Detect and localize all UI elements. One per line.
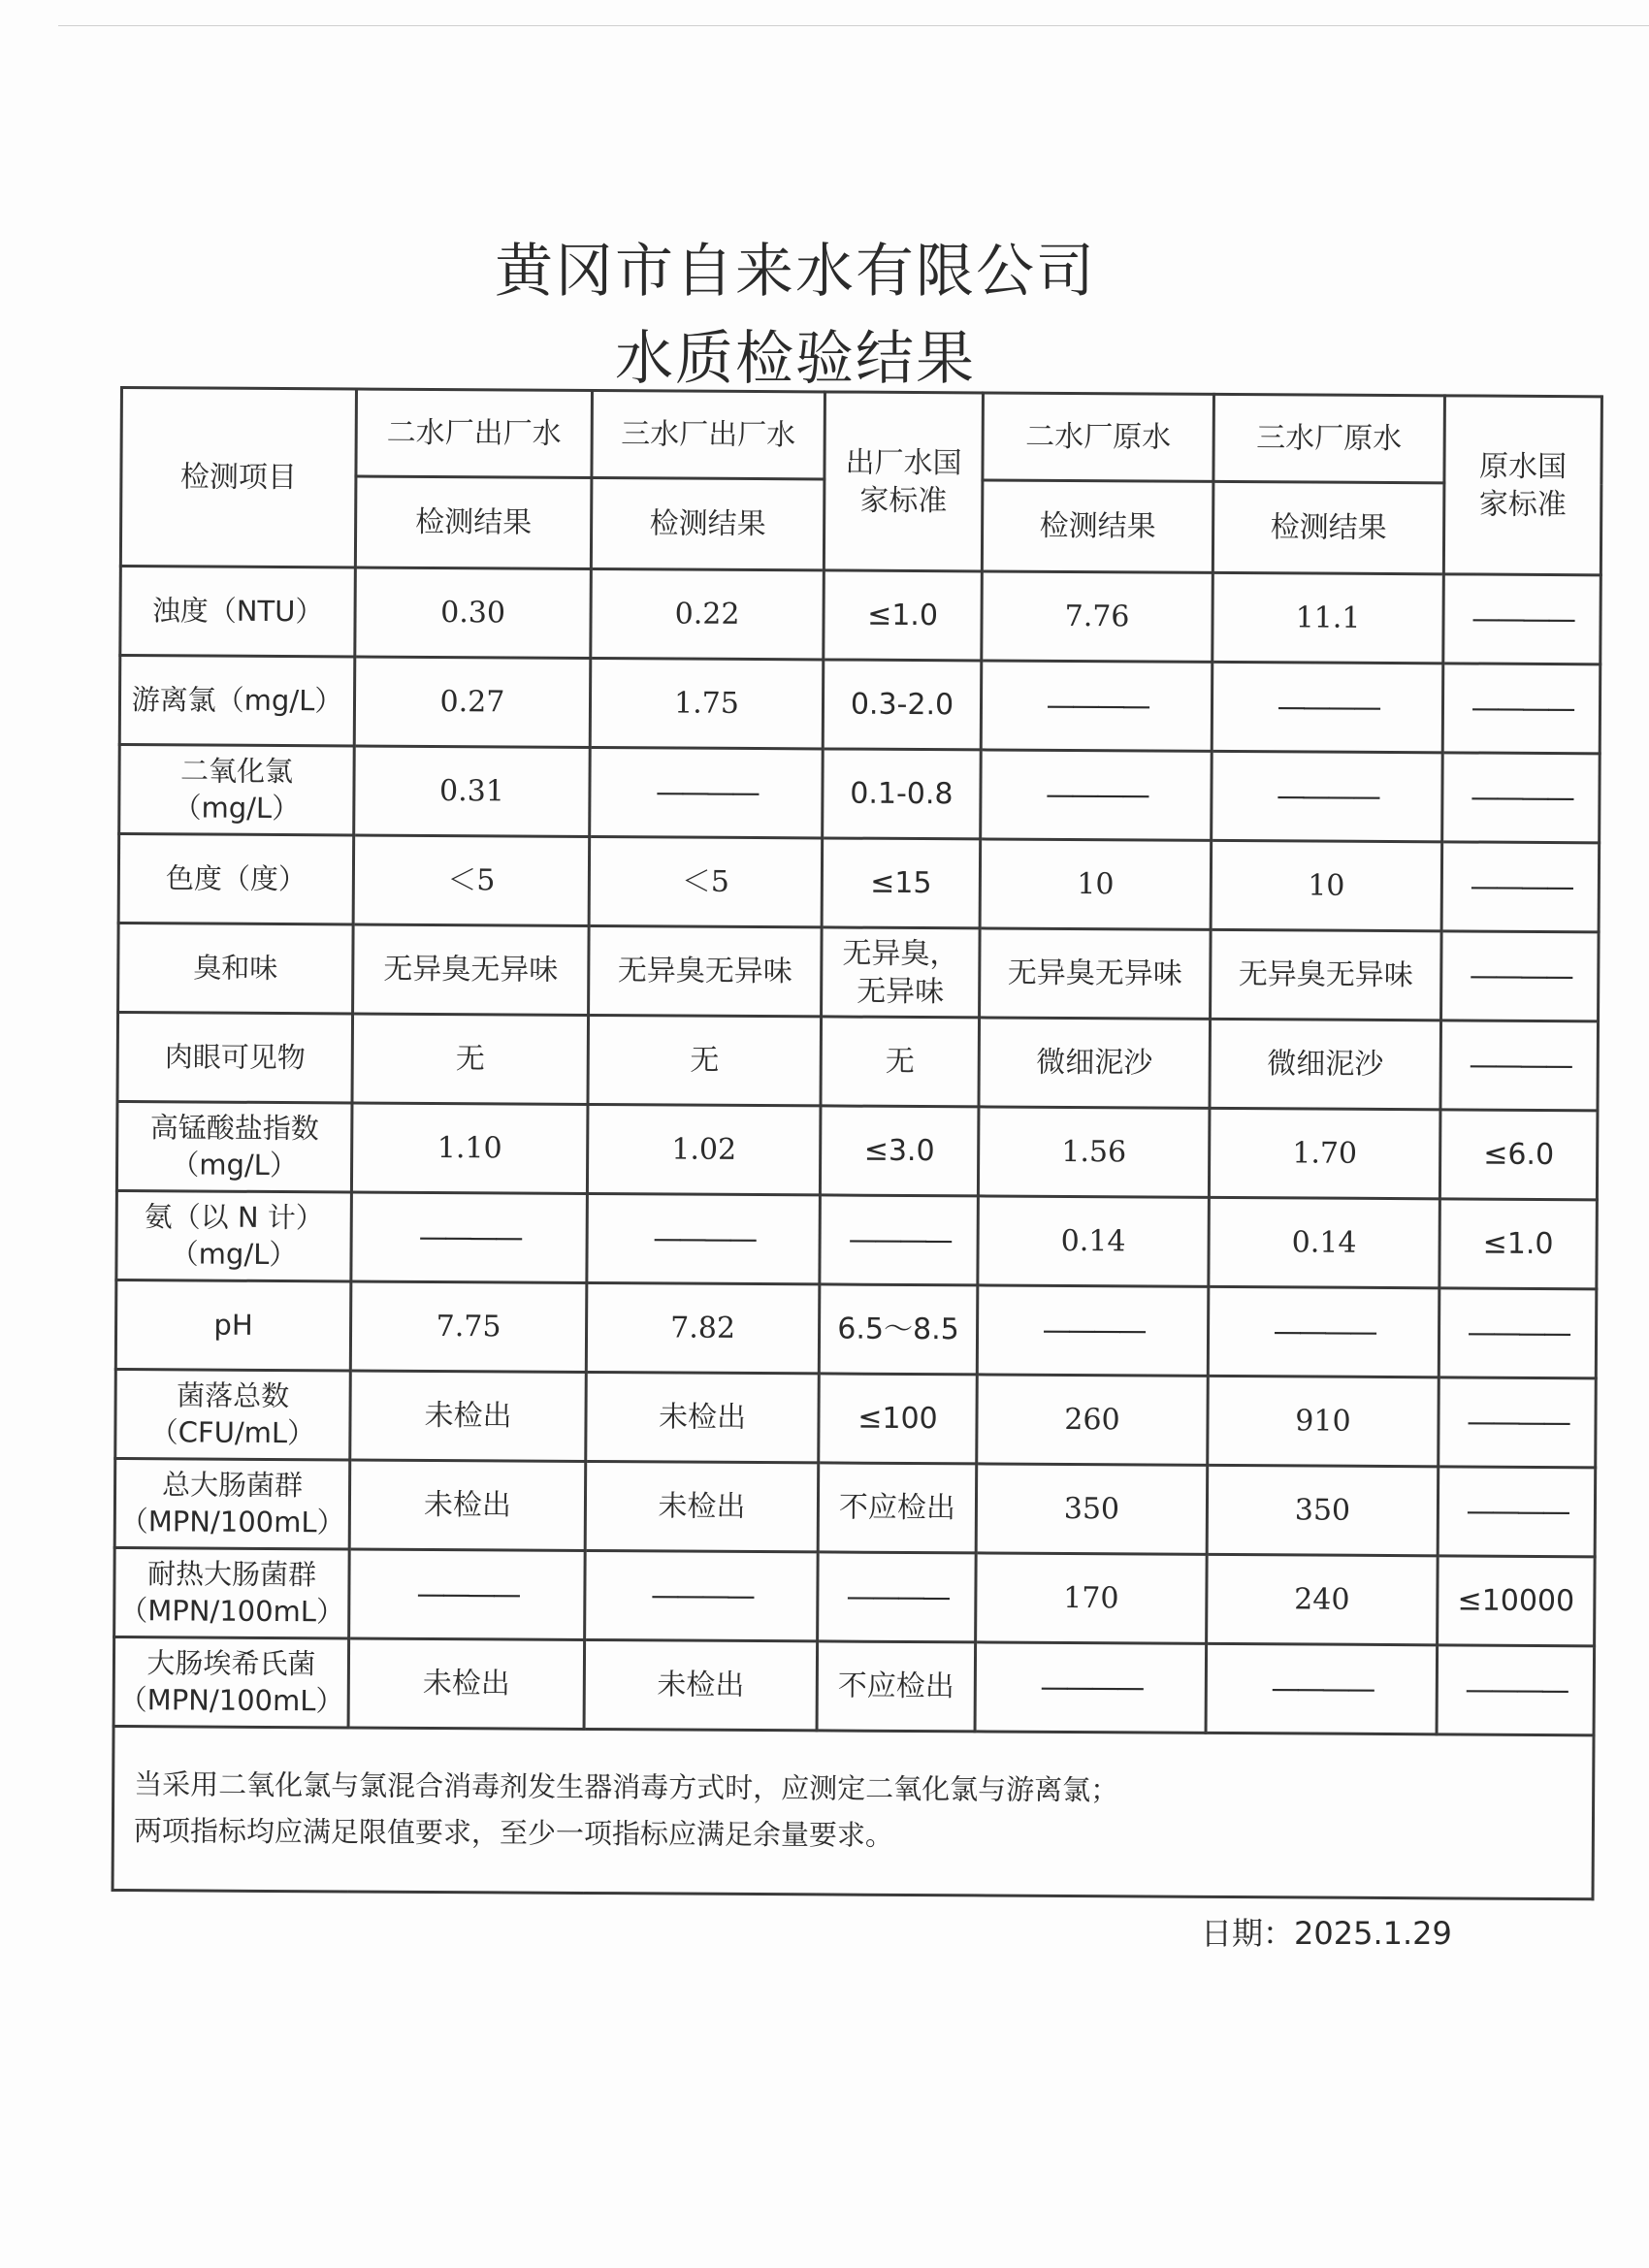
row-value-cell: 未检出 bbox=[586, 1372, 820, 1462]
row-value-cell: ———— bbox=[820, 1195, 979, 1285]
row-value-cell: ———— bbox=[1439, 1377, 1597, 1468]
row-value-cell: ———— bbox=[1439, 1288, 1597, 1378]
row-value-cell: ———— bbox=[1441, 842, 1600, 932]
row-value-cell: ≤10000 bbox=[1438, 1556, 1596, 1646]
row-value-cell: ———— bbox=[1440, 1021, 1599, 1111]
row-item-label: 高锰酸盐指数 （mg/L） bbox=[116, 1101, 352, 1191]
report-date bbox=[1201, 1909, 1452, 1954]
row-value-cell: 0.1-0.8 bbox=[823, 749, 982, 839]
table-row bbox=[118, 834, 1600, 932]
row-value-cell: ≤3.0 bbox=[820, 1106, 979, 1196]
header-erchang-out: 二水厂出厂水 bbox=[356, 389, 593, 477]
company-title: 黄冈市自来水有限公司 bbox=[495, 238, 1096, 306]
date-value: 2025.1.29 bbox=[1294, 1915, 1452, 1952]
table-row bbox=[114, 1547, 1596, 1645]
row-value-cell: 无异臭无异味 bbox=[353, 924, 590, 1015]
scan-edge-line bbox=[58, 25, 1649, 26]
row-value-cell: 1.10 bbox=[351, 1103, 588, 1193]
row-value-cell: ≤1.0 bbox=[824, 570, 983, 661]
row-value-cell: 10 bbox=[980, 839, 1212, 929]
header-result-4: 检测结果 bbox=[1212, 481, 1444, 573]
row-value-cell: ———— bbox=[981, 750, 1212, 840]
row-value-cell: ≤100 bbox=[819, 1374, 978, 1464]
row-item-label: 菌落总数 （CFU/mL） bbox=[115, 1369, 351, 1459]
row-value-cell: 350 bbox=[1207, 1465, 1439, 1555]
header-result-2: 检测结果 bbox=[591, 477, 824, 569]
row-value-cell: 不应检出 bbox=[817, 1641, 976, 1732]
note-line-2: 两项指标均应满足限值要求，至少一项指标应满足余量要求。 bbox=[133, 1814, 894, 1852]
table-row bbox=[116, 1190, 1598, 1288]
row-value-cell: 0.3-2.0 bbox=[823, 660, 982, 750]
note-row bbox=[113, 1726, 1594, 1898]
table-row bbox=[113, 1636, 1595, 1734]
header-out-std: 出厂水国 家标准 bbox=[824, 392, 983, 571]
row-value-cell: 0.14 bbox=[1209, 1197, 1440, 1287]
row-value-cell: 无异臭无异味 bbox=[980, 928, 1212, 1019]
row-value-cell: ———— bbox=[1437, 1645, 1595, 1735]
row-value-cell: 无异臭无异味 bbox=[1211, 929, 1442, 1020]
row-value-cell: ≤1.0 bbox=[1439, 1199, 1598, 1289]
row-value-cell: ＜5 bbox=[589, 836, 823, 926]
row-value-cell: 未检出 bbox=[585, 1461, 819, 1551]
row-value-cell: 910 bbox=[1208, 1376, 1439, 1466]
row-value-cell: ———— bbox=[349, 1549, 586, 1639]
row-value-cell: 0.14 bbox=[978, 1196, 1210, 1286]
row-value-cell: 10 bbox=[1211, 840, 1442, 930]
row-value-cell: ———— bbox=[1206, 1643, 1438, 1733]
row-value-cell: ———— bbox=[1443, 574, 1601, 664]
header-result-3: 检测结果 bbox=[982, 480, 1213, 572]
row-value-cell: 未检出 bbox=[348, 1638, 585, 1729]
row-item-label: pH bbox=[115, 1280, 351, 1370]
row-value-cell: 240 bbox=[1207, 1554, 1439, 1644]
row-value-cell: 11.1 bbox=[1212, 572, 1444, 663]
row-value-cell: 无 bbox=[588, 1015, 822, 1105]
note-cell bbox=[113, 1726, 1594, 1898]
row-value-cell: 0.22 bbox=[591, 568, 824, 659]
row-value-cell: ———— bbox=[1442, 664, 1600, 754]
row-value-cell: 170 bbox=[976, 1553, 1208, 1643]
row-item-label: 氨（以 N 计） （mg/L） bbox=[116, 1190, 352, 1280]
row-value-cell: 无异臭无异味 bbox=[589, 925, 823, 1016]
table-row bbox=[119, 656, 1600, 754]
row-value-cell: ———— bbox=[818, 1552, 977, 1642]
header-raw-std: 原水国 家标准 bbox=[1443, 396, 1601, 575]
row-value-cell: ———— bbox=[981, 661, 1212, 751]
row-value-cell: 未检出 bbox=[349, 1460, 586, 1550]
row-value-cell: ＜5 bbox=[353, 835, 590, 925]
row-value-cell: 1.75 bbox=[590, 658, 824, 748]
header-result-1: 检测结果 bbox=[355, 476, 592, 568]
table-row bbox=[117, 1012, 1599, 1110]
table-row bbox=[115, 1369, 1597, 1467]
table-row bbox=[118, 923, 1600, 1021]
row-value-cell: ———— bbox=[587, 1193, 821, 1283]
table-row bbox=[119, 745, 1600, 843]
row-value-cell: 0.27 bbox=[354, 657, 591, 747]
row-value-cell: 1.56 bbox=[978, 1107, 1210, 1197]
row-value-cell: ———— bbox=[1208, 1286, 1439, 1377]
row-value-cell: ———— bbox=[585, 1550, 819, 1640]
row-value-cell: 微细泥沙 bbox=[1210, 1019, 1441, 1109]
table-row bbox=[116, 1101, 1598, 1199]
row-value-cell: ———— bbox=[1441, 931, 1600, 1021]
row-item-label: 耐热大肠菌群 （MPN/100mL） bbox=[114, 1547, 350, 1637]
row-item-label: 二氧化氯 （mg/L） bbox=[119, 745, 355, 835]
row-item-label: 臭和味 bbox=[118, 923, 354, 1013]
row-item-label: 总大肠菌群 （MPN/100mL） bbox=[114, 1458, 350, 1548]
row-value-cell: ———— bbox=[1212, 662, 1443, 752]
row-value-cell: ≤6.0 bbox=[1439, 1110, 1598, 1200]
row-value-cell: ———— bbox=[977, 1285, 1209, 1376]
row-value-cell: ———— bbox=[975, 1642, 1207, 1733]
header-sanchang-out: 三水厂出厂水 bbox=[592, 390, 825, 478]
table-row bbox=[115, 1280, 1597, 1377]
row-value-cell: 7.75 bbox=[350, 1281, 587, 1372]
row-value-cell: ———— bbox=[1442, 753, 1600, 843]
header-sanchang-raw: 三水厂原水 bbox=[1213, 394, 1445, 482]
water-quality-table bbox=[112, 386, 1603, 1900]
header-row-1 bbox=[121, 388, 1602, 484]
row-value-cell: 1.02 bbox=[587, 1104, 821, 1194]
row-value-cell: 微细泥沙 bbox=[979, 1018, 1211, 1108]
row-value-cell: 未检出 bbox=[584, 1639, 818, 1730]
report-title: 水质检验结果 bbox=[615, 325, 976, 393]
row-value-cell: 无 bbox=[352, 1014, 589, 1104]
row-value-cell: 7.82 bbox=[586, 1282, 820, 1373]
table-row bbox=[114, 1458, 1596, 1556]
row-value-cell: 6.5～8.5 bbox=[819, 1284, 978, 1375]
row-value-cell: 无 bbox=[821, 1017, 980, 1107]
row-value-cell: ———— bbox=[351, 1192, 588, 1282]
header-item: 检测项目 bbox=[120, 388, 356, 567]
row-value-cell: ———— bbox=[1438, 1467, 1596, 1557]
row-value-cell: ≤15 bbox=[822, 838, 981, 928]
row-value-cell: 7.76 bbox=[982, 571, 1213, 662]
row-value-cell: 0.30 bbox=[355, 567, 592, 658]
note-line-1: 当采用二氧化氯与氯混合消毒剂发生器消毒方式时，应测定二氧化氯与游离氯； bbox=[134, 1767, 1119, 1807]
date-label: 日期： bbox=[1201, 1915, 1295, 1952]
row-item-label: 肉眼可见物 bbox=[117, 1012, 353, 1102]
row-value-cell: 260 bbox=[977, 1375, 1209, 1465]
row-item-label: 大肠埃希氏菌 （MPN/100mL） bbox=[113, 1636, 349, 1727]
row-item-label: 游离氯（mg/L） bbox=[119, 656, 355, 746]
row-value-cell: 未检出 bbox=[350, 1371, 587, 1461]
row-value-cell: 1.70 bbox=[1209, 1108, 1440, 1198]
row-value-cell: ———— bbox=[1212, 751, 1443, 841]
header-erchang-raw: 二水厂原水 bbox=[983, 393, 1214, 481]
row-value-cell: 不应检出 bbox=[818, 1463, 977, 1553]
row-item-label: 浊度（NTU） bbox=[120, 567, 356, 657]
row-value-cell: ———— bbox=[590, 747, 824, 837]
row-value-cell: 无异臭， 无异味 bbox=[822, 927, 981, 1018]
row-value-cell: 0.31 bbox=[354, 746, 591, 836]
row-item-label: 色度（度） bbox=[118, 834, 354, 924]
row-value-cell: 350 bbox=[976, 1464, 1208, 1554]
table-row bbox=[120, 567, 1601, 664]
